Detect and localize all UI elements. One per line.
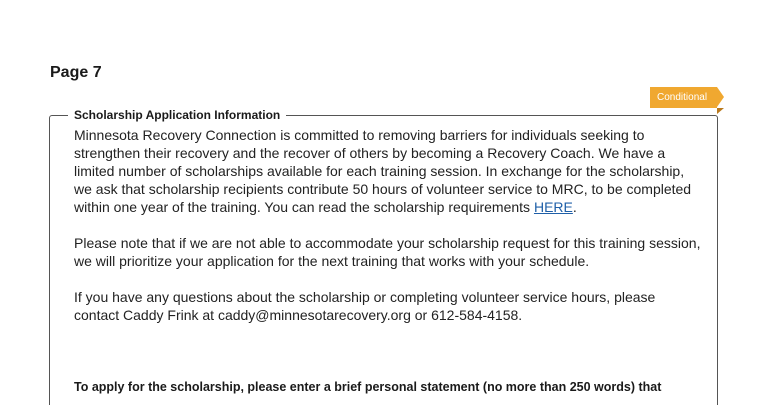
page-title: Page 7: [50, 64, 102, 81]
badge-fold: [717, 108, 724, 114]
intro-paragraph: [74, 126, 704, 216]
apply-prompt: To apply for the scholarship, please enter a brief personal statement (no more than 250 words) that: [74, 380, 662, 394]
note-paragraph: Please note that if we are not able to accommodate your scholarship request for this training session, we will prioritize your application for the next training that works with your schedule.: [74, 235, 701, 269]
scholarship-requirements-link[interactable]: HERE: [533, 199, 573, 215]
conditional-badge: Conditional: [650, 87, 717, 108]
section-legend: Scholarship Application Information: [68, 107, 286, 123]
intro-paragraph-text: Minnesota Recovery Connection is committed to removing barriers for individuals seeking to strengthen their recovery and the recover of others by becoming a Recovery Coach. We have a limited number of scholarships available for each training session. In exchange for the scholarship, we ask that scholarship recipients contribute 50 hours of volunteer service to MRC, to be completed within one year of the training. You can read the scholarship requirements: [74, 127, 692, 215]
intro-paragraph-end: .: [572, 199, 577, 215]
badge-tail: [717, 87, 724, 107]
contact-paragraph: If you have any questions about the scholarship or completing volunteer service hours, please contact Caddy Frink at caddy@minnesotarecovery.org or 612-584-4158.: [74, 289, 656, 323]
section-content: [74, 126, 704, 342]
